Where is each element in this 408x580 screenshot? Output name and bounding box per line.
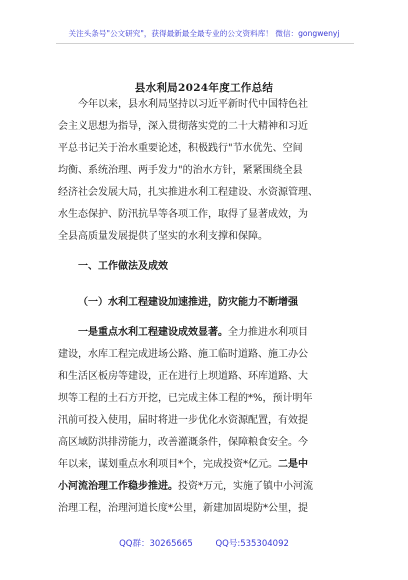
header-divider (56, 43, 354, 44)
paragraph-line: 治理工程，治理河道长度*公里，新建加固堤防*公里，提 (58, 503, 308, 514)
qq-group: QQ群：30265665 (119, 539, 193, 549)
intro-line: 今年以来，县水利局坚持以习近平新时代中国特色社 (78, 99, 308, 110)
paragraph-line (58, 454, 354, 476)
paragraph-line: 高区域防洪排涝能力，改善灌溉条件，保障粮食安全。今 (58, 437, 308, 448)
paragraph-line (58, 322, 354, 344)
bold-lead: 二是中 (278, 459, 308, 470)
footer-contact (0, 537, 408, 549)
paragraph-line: 和生活区板房等建设，正在进行上坝道路、环库道路、大 (58, 371, 308, 382)
paragraph-line: 建设，水库工程完成进场公路、施工临时道路、施工办公 (58, 349, 308, 360)
intro-line: 水生态保护、防汛抗旱等各项工作，取得了显著成效，为 (58, 209, 308, 220)
intro-line: 会主义思想为指导，深入贯彻落实党的二十大精神和习近 (58, 121, 308, 132)
bold-lead: 小河流治理工作稳步推进。 (58, 481, 178, 492)
paragraph-line: 坝等工程的土石方开挖，已完成主体工程的*%，预计明年 (58, 393, 313, 404)
line-text: 投资*万元，实施了镇中小河流 (178, 481, 313, 492)
paragraph-line: 汛前可投入使用，届时将进一步优化水资源配置，有效提 (58, 415, 308, 426)
intro-line: 全县高质量发展提供了坚实的水利支撑和保障。 (58, 231, 268, 242)
qq-number: QQ号:535304092 (215, 539, 289, 549)
bold-lead: 一是重点水利工程建设成效显著。 (78, 327, 228, 338)
intro-line: 均衡、系统治理、两手发力"的治水方针，紧紧围绕全县 (58, 165, 303, 176)
header-banner: 关注头条号"公文研究"，获得最新最全最专业的公文资料库！ 微信：gongwenyj (68, 29, 340, 38)
section-paragraph (58, 322, 354, 520)
paragraph-line (58, 476, 354, 498)
intro-paragraph (58, 94, 354, 248)
intro-line: 经济社会发展大局，扎实推进水利工程建设、水资源管理、 (58, 187, 318, 198)
subsection-heading: （一）水利工程建设加速推进，防灾能力不断增强 (78, 297, 298, 308)
line-text: 年以来，谋划重点水利项目*个，完成投资*亿元。 (58, 459, 278, 470)
document-title: 县水利局2024年度工作总结 (134, 82, 274, 94)
line-text: 全力推进水利项目 (228, 327, 308, 338)
section-heading: 一、工作做法及成效 (78, 261, 168, 272)
intro-line: 平总书记关于治水重要论述，积极践行"节水优先、空间 (58, 143, 303, 154)
